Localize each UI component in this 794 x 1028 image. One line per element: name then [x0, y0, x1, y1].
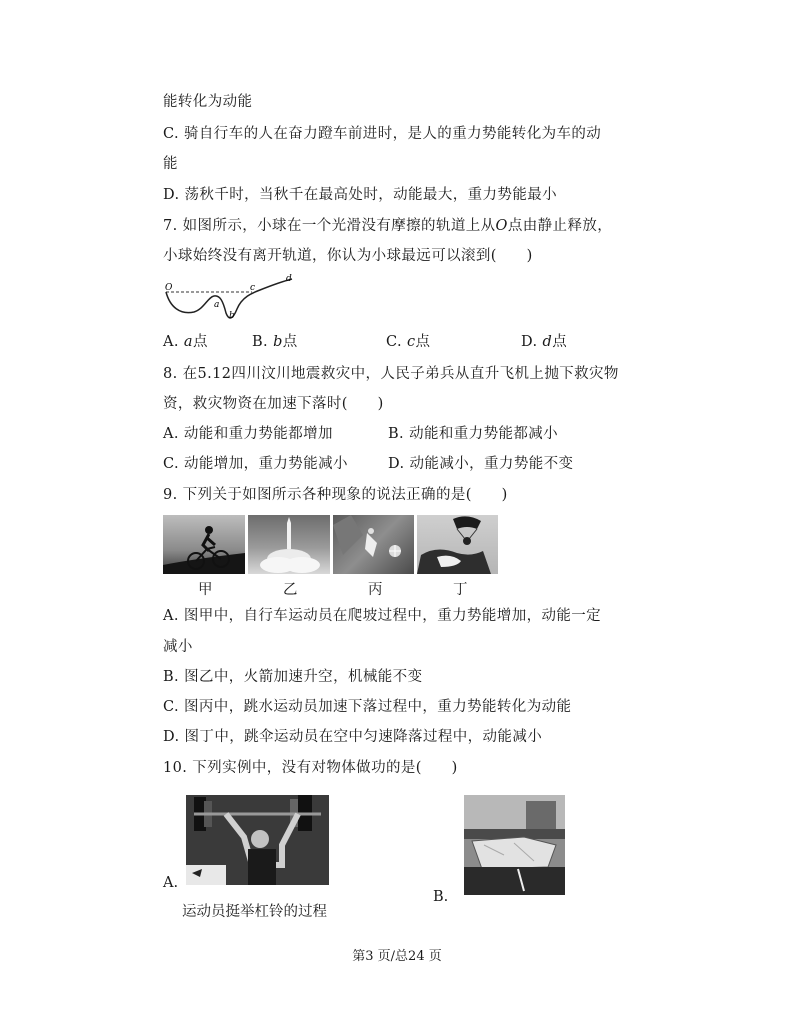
q8-option-d[interactable]: D. 动能减小，重力势能不变: [388, 456, 574, 472]
question-8-stem: 8. 在5.12四川汶川地震救灾中，人民子弟兵从直升飞机上抛下救灾物: [163, 366, 619, 382]
cyclist-photo: [163, 515, 245, 574]
parachutist-photo: [417, 515, 498, 574]
text-line: C. 骑自行车的人在奋力蹬车前进时，是人的重力势能转化为车的动: [163, 126, 602, 142]
question-7-stem: [163, 216, 612, 236]
text-line: 能转化为动能: [163, 94, 253, 110]
q10-option-b-label[interactable]: B.: [433, 889, 449, 905]
q8-option-b[interactable]: B. 动能和重力势能都减小: [388, 426, 559, 442]
weightlifter-photo: [186, 795, 329, 885]
question-9-stem: 9. 下列关于如图所示各种现象的说法正确的是( ): [163, 487, 508, 503]
point-b-label: b: [229, 311, 235, 321]
caption-yi: 乙: [283, 582, 298, 598]
point-d-label: d: [286, 274, 292, 284]
page-footer: 第3 页/总24 页: [352, 949, 442, 964]
q10-option-a-label[interactable]: A.: [163, 875, 179, 891]
question-10-stem: 10. 下列实例中，没有对物体做功的是( ): [163, 760, 458, 776]
caption-jia: 甲: [198, 582, 213, 598]
q9-option-d[interactable]: D. 图丁中，跳伞运动员在空中匀速降落过程中，动能减小: [163, 729, 543, 745]
q9-option-a-cont: 减小: [163, 639, 193, 655]
stem-part: 点由静止释放，: [507, 218, 613, 234]
point-label: O: [495, 218, 508, 234]
q7-option-b[interactable]: B. b点: [252, 334, 298, 350]
question-7-stem-2: 小球始终没有离开轨道，你认为小球最远可以滚到( ): [163, 248, 533, 264]
point-o-label: O: [165, 283, 173, 293]
q9-option-a[interactable]: A. 图甲中，自行车运动员在爬坡过程中，重力势能增加，动能一定: [163, 608, 602, 624]
stone-block-photo: [464, 795, 565, 895]
text-line: 能: [163, 156, 178, 172]
rocket-photo: [248, 515, 330, 574]
q7-option-a[interactable]: A. a点: [163, 334, 208, 350]
q7-option-d[interactable]: D. d点: [521, 334, 568, 350]
text-line: D. 荡秋千时，当秋千在最高处时，动能最大，重力势能最小: [163, 187, 558, 203]
q10-option-a-caption: 运动员挺举杠铃的过程: [182, 904, 327, 920]
caption-bing: 丙: [368, 582, 383, 598]
point-c-label: c: [250, 283, 256, 293]
stem-part: 7. 如图所示，小球在一个光滑没有摩擦的轨道上从: [163, 218, 496, 234]
diver-photo: [333, 515, 414, 574]
track-figure: [160, 271, 300, 325]
q9-option-c[interactable]: C. 图丙中，跳水运动员加速下落过程中，重力势能转化为动能: [163, 699, 572, 715]
q8-option-c[interactable]: C. 动能增加，重力势能减小: [163, 456, 348, 472]
q9-option-b[interactable]: B. 图乙中，火箭加速升空，机械能不变: [163, 669, 423, 685]
caption-ding: 丁: [453, 582, 468, 598]
point-a-label: a: [214, 300, 220, 310]
q8-option-a[interactable]: A. 动能和重力势能都增加: [163, 426, 333, 442]
question-8-stem-2: 资，救灾物资在加速下落时( ): [163, 396, 384, 412]
q7-option-c[interactable]: C. c点: [386, 334, 431, 350]
